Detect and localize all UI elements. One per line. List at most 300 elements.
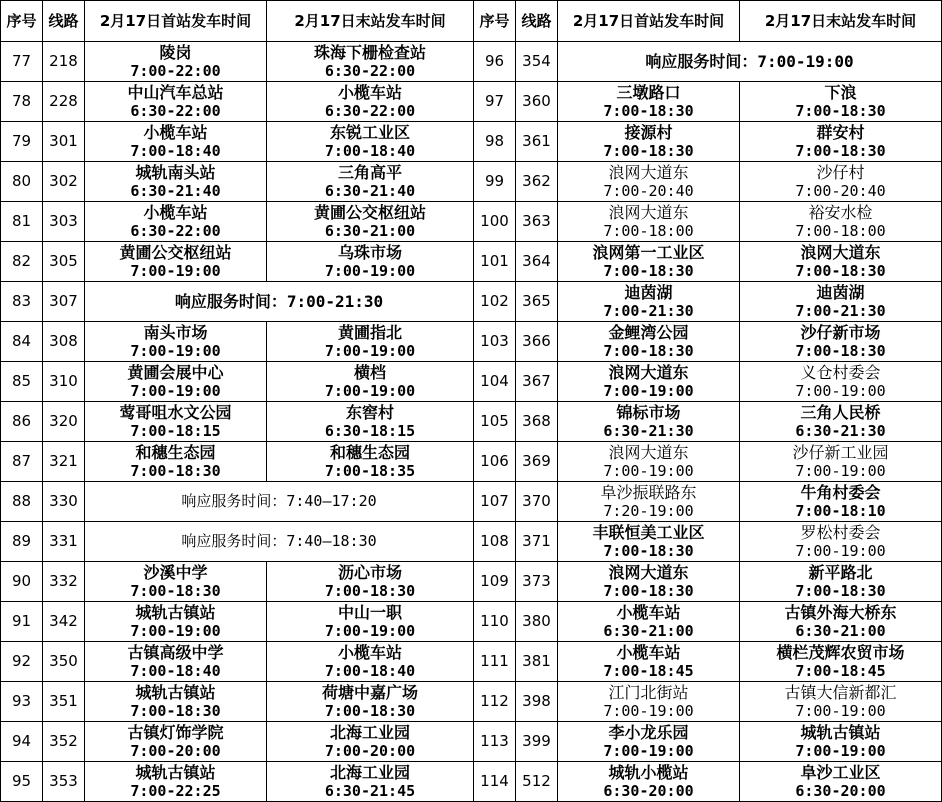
- route-cell: 373: [516, 562, 558, 602]
- seq-cell: 111: [474, 642, 516, 682]
- service-hours: 7:00-19:00: [603, 701, 694, 720]
- stop-name: 浪网大道东: [608, 562, 689, 582]
- first-stop-cell: [85, 442, 267, 482]
- last-stop-cell: [267, 682, 474, 722]
- first-stop-cell: [558, 562, 740, 602]
- route-cell: 301: [43, 122, 85, 162]
- seq-cell: 112: [474, 682, 516, 722]
- route-cell: 354: [516, 42, 558, 82]
- stop-name: 城轨南头站: [135, 162, 216, 182]
- stop-name: 小榄车站: [143, 202, 208, 222]
- stop-name: 锦标市场: [616, 402, 681, 422]
- stop-name: 阜沙工业区: [800, 762, 881, 782]
- first-stop-cell: [85, 682, 267, 722]
- header-first-departure: 2月17日首站发车时间: [558, 1, 740, 42]
- service-hours: 7:00-18:30: [130, 701, 221, 720]
- last-stop-cell: [740, 482, 942, 522]
- stop-name: 裕安水检: [808, 202, 873, 222]
- route-cell: 350: [43, 642, 85, 682]
- seq-cell: 96: [474, 42, 516, 82]
- last-stop-cell: [740, 282, 942, 322]
- route-cell: 351: [43, 682, 85, 722]
- service-hours: 6:30-20:00: [795, 781, 886, 800]
- first-stop-cell: [85, 722, 267, 762]
- service-hours: 7:00-19:00: [324, 621, 416, 640]
- response-time: 7:40—18:30: [286, 532, 377, 550]
- service-hours: 7:00-19:00: [795, 461, 886, 480]
- stop-name: 古镇灯饰学院: [127, 722, 224, 742]
- last-stop-cell: [267, 242, 474, 282]
- seq-cell: 101: [474, 242, 516, 282]
- header-first-departure: 2月17日首站发车时间: [85, 1, 267, 42]
- first-stop-cell: [558, 282, 740, 322]
- stop-name: 北海工业园: [329, 762, 410, 782]
- table-row: [1, 282, 942, 322]
- service-hours: 7:00-19:00: [603, 461, 694, 480]
- last-stop-cell: [740, 242, 942, 282]
- service-hours: 7:00-19:00: [130, 341, 221, 360]
- service-hours: 7:00-18:30: [603, 141, 694, 160]
- response-label: 响应服务时间：: [181, 532, 287, 550]
- seq-cell: 94: [1, 722, 43, 762]
- table-row: [1, 122, 942, 162]
- route-cell: 365: [516, 282, 558, 322]
- service-hours: 7:00-22:25: [130, 781, 221, 800]
- seq-cell: 103: [474, 322, 516, 362]
- route-cell: 302: [43, 162, 85, 202]
- service-hours: 7:00-19:00: [603, 381, 694, 400]
- seq-cell: 98: [474, 122, 516, 162]
- last-stop-cell: [740, 722, 942, 762]
- stop-name: 黄圃公交枢纽站: [119, 242, 232, 262]
- first-stop-cell: [85, 42, 267, 82]
- stop-name: 莺哥咀水文公园: [119, 402, 232, 422]
- stop-name: 迪茵湖: [624, 282, 673, 302]
- service-hours: 6:30-21:30: [603, 421, 694, 440]
- stop-name: 新平路北: [808, 562, 873, 582]
- stop-name: 江门北街站: [608, 682, 689, 702]
- route-cell: 370: [516, 482, 558, 522]
- stop-name: 浪网第一工业区: [592, 242, 705, 262]
- route-cell: 330: [43, 482, 85, 522]
- service-hours: 7:00-18:35: [324, 461, 416, 480]
- first-stop-cell: [558, 242, 740, 282]
- seq-cell: 113: [474, 722, 516, 762]
- table-row: [1, 562, 942, 602]
- table-row: [1, 522, 942, 562]
- service-hours: 6:30-22:00: [324, 61, 416, 80]
- first-stop-cell: [558, 642, 740, 682]
- stop-name: 小榄车站: [616, 642, 681, 662]
- table-row: [1, 602, 942, 642]
- stop-name: 浪网大道东: [800, 242, 881, 262]
- seq-cell: 89: [1, 522, 43, 562]
- seq-cell: 87: [1, 442, 43, 482]
- first-stop-cell: [558, 162, 740, 202]
- seq-cell: 109: [474, 562, 516, 602]
- first-stop-cell: [85, 82, 267, 122]
- stop-name: 小榄车站: [337, 642, 402, 662]
- service-hours: 7:00-19:00: [324, 261, 416, 280]
- header-seq: 序号: [474, 1, 516, 42]
- header-route: 线路: [516, 1, 558, 42]
- table-row: [1, 322, 942, 362]
- last-stop-cell: [740, 122, 942, 162]
- stop-name: 小榄车站: [143, 122, 208, 142]
- first-stop-cell: [85, 362, 267, 402]
- first-stop-cell: [85, 642, 267, 682]
- table-row: [1, 202, 942, 242]
- response-service-cell: [558, 42, 942, 82]
- service-hours: 7:20-19:00: [603, 501, 694, 520]
- stop-name: 浪网大道东: [608, 202, 689, 222]
- seq-cell: 108: [474, 522, 516, 562]
- service-hours: 7:00-18:30: [130, 461, 221, 480]
- service-hours: 7:00-18:30: [795, 341, 886, 360]
- stop-name: 东锐工业区: [329, 122, 410, 142]
- service-hours: 7:00-19:00: [795, 381, 886, 400]
- first-stop-cell: [558, 482, 740, 522]
- service-hours: 7:00-20:00: [324, 741, 416, 760]
- stop-name: 黄圃会展中心: [127, 362, 224, 382]
- stop-name: 小榄车站: [616, 602, 681, 622]
- seq-cell: 102: [474, 282, 516, 322]
- route-cell: 303: [43, 202, 85, 242]
- response-label: 响应服务时间：: [181, 492, 287, 510]
- service-hours: 7:00-18:00: [795, 221, 886, 240]
- stop-name: 黄圃指北: [337, 322, 402, 342]
- route-cell: 369: [516, 442, 558, 482]
- service-hours: 6:30-20:00: [603, 781, 694, 800]
- first-stop-cell: [85, 322, 267, 362]
- stop-name: 迪茵湖: [816, 282, 865, 302]
- header-last-departure: 2月17日末站发车时间: [267, 1, 474, 42]
- last-stop-cell: [740, 162, 942, 202]
- stop-name: 珠海下栅检查站: [313, 42, 426, 62]
- last-stop-cell: [267, 162, 474, 202]
- route-cell: 364: [516, 242, 558, 282]
- table-row: [1, 642, 942, 682]
- stop-name: 中山一职: [337, 602, 402, 622]
- route-cell: 218: [43, 42, 85, 82]
- route-cell: 399: [516, 722, 558, 762]
- stop-name: 古镇高级中学: [127, 642, 224, 662]
- last-stop-cell: [267, 562, 474, 602]
- seq-cell: 106: [474, 442, 516, 482]
- stop-name: 牛角村委会: [800, 482, 881, 502]
- stop-name: 三角高平: [337, 162, 402, 182]
- route-cell: 368: [516, 402, 558, 442]
- service-hours: 6:30-22:00: [324, 101, 416, 120]
- table-row: [1, 402, 942, 442]
- seq-cell: 83: [1, 282, 43, 322]
- response-label: 响应服务时间：: [174, 292, 287, 311]
- stop-name: 浪网大道东: [608, 442, 689, 462]
- table-row: [1, 682, 942, 722]
- first-stop-cell: [85, 202, 267, 242]
- route-cell: 353: [43, 762, 85, 802]
- last-stop-cell: [267, 42, 474, 82]
- route-cell: 371: [516, 522, 558, 562]
- table-row: [1, 362, 942, 402]
- seq-cell: 88: [1, 482, 43, 522]
- last-stop-cell: [740, 82, 942, 122]
- response-time: 7:00-19:00: [757, 52, 854, 71]
- stop-name: 沙仔新市场: [800, 322, 881, 342]
- last-stop-cell: [740, 762, 942, 802]
- service-hours: 7:00-19:00: [795, 701, 886, 720]
- first-stop-cell: [558, 322, 740, 362]
- seq-cell: 82: [1, 242, 43, 282]
- first-stop-cell: [558, 602, 740, 642]
- service-hours: 7:00-18:45: [795, 661, 886, 680]
- first-stop-cell: [558, 202, 740, 242]
- last-stop-cell: [740, 602, 942, 642]
- route-cell: 305: [43, 242, 85, 282]
- route-cell: 310: [43, 362, 85, 402]
- route-cell: 362: [516, 162, 558, 202]
- last-stop-cell: [267, 322, 474, 362]
- route-cell: 308: [43, 322, 85, 362]
- last-stop-cell: [267, 202, 474, 242]
- service-hours: 7:00-18:10: [795, 501, 886, 520]
- stop-name: 北海工业园: [329, 722, 410, 742]
- seq-cell: 86: [1, 402, 43, 442]
- first-stop-cell: [558, 362, 740, 402]
- service-hours: 7:00-18:30: [130, 581, 221, 600]
- first-stop-cell: [558, 682, 740, 722]
- table-row: [1, 482, 942, 522]
- seq-cell: 80: [1, 162, 43, 202]
- header-seq: 序号: [1, 1, 43, 42]
- seq-cell: 78: [1, 82, 43, 122]
- service-hours: 7:00-20:40: [795, 181, 886, 200]
- seq-cell: 99: [474, 162, 516, 202]
- route-cell: 342: [43, 602, 85, 642]
- first-stop-cell: [85, 402, 267, 442]
- service-hours: 7:00-19:00: [603, 741, 694, 760]
- seq-cell: 91: [1, 602, 43, 642]
- service-hours: 7:00-18:30: [603, 541, 694, 560]
- first-stop-cell: [558, 402, 740, 442]
- stop-name: 古镇外海大桥东: [784, 602, 897, 622]
- seq-cell: 104: [474, 362, 516, 402]
- last-stop-cell: [267, 82, 474, 122]
- route-cell: 352: [43, 722, 85, 762]
- service-hours: 7:00-20:00: [130, 741, 221, 760]
- stop-name: 浪网大道东: [608, 362, 689, 382]
- stop-name: 和穗生态园: [329, 442, 410, 462]
- seq-cell: 107: [474, 482, 516, 522]
- stop-name: 城轨古镇站: [800, 722, 881, 742]
- service-hours: 7:00-18:40: [324, 661, 416, 680]
- stop-name: 陵岗: [159, 42, 192, 62]
- service-hours: 7:00-18:30: [603, 341, 694, 360]
- seq-cell: 100: [474, 202, 516, 242]
- route-cell: 307: [43, 282, 85, 322]
- table-row: [1, 762, 942, 802]
- stop-name: 中山汽车总站: [127, 82, 224, 102]
- route-cell: 332: [43, 562, 85, 602]
- first-stop-cell: [558, 762, 740, 802]
- first-stop-cell: [558, 522, 740, 562]
- table-row: [1, 162, 942, 202]
- last-stop-cell: [267, 362, 474, 402]
- stop-name: 东窖村: [345, 402, 394, 422]
- service-hours: 6:30-18:15: [324, 421, 416, 440]
- last-stop-cell: [740, 682, 942, 722]
- service-hours: 6:30-21:00: [795, 621, 886, 640]
- table-row: [1, 42, 942, 82]
- stop-name: 罗松村委会: [800, 522, 881, 542]
- stop-name: 小榄车站: [337, 82, 402, 102]
- last-stop-cell: [267, 722, 474, 762]
- stop-name: 横档: [353, 362, 386, 382]
- stop-name: 沙仔新工业园: [792, 442, 889, 462]
- service-hours: 7:00-20:40: [603, 181, 694, 200]
- table-row: [1, 242, 942, 282]
- first-stop-cell: [85, 602, 267, 642]
- seq-cell: 93: [1, 682, 43, 722]
- response-time: 7:40—17:20: [286, 492, 377, 510]
- seq-cell: 110: [474, 602, 516, 642]
- service-hours: 7:00-18:30: [795, 581, 886, 600]
- service-hours: 7:00-21:30: [603, 301, 694, 320]
- stop-name: 和穗生态园: [135, 442, 216, 462]
- last-stop-cell: [267, 442, 474, 482]
- stop-name: 沥心市场: [337, 562, 402, 582]
- stop-name: 三角人民桥: [800, 402, 881, 422]
- last-stop-cell: [740, 562, 942, 602]
- service-hours: 6:30-21:45: [324, 781, 416, 800]
- service-hours: 7:00-18:00: [603, 221, 694, 240]
- route-cell: 381: [516, 642, 558, 682]
- service-hours: 6:30-21:00: [324, 221, 416, 240]
- first-stop-cell: [85, 762, 267, 802]
- service-hours: 7:00-18:30: [324, 581, 416, 600]
- seq-cell: 81: [1, 202, 43, 242]
- stop-name: 荷塘中嘉广场: [321, 682, 418, 702]
- stop-name: 城轨古镇站: [135, 762, 216, 782]
- header-last-departure: 2月17日末站发车时间: [740, 1, 942, 42]
- service-hours: 6:30-21:40: [324, 181, 416, 200]
- service-hours: 7:00-19:00: [130, 381, 221, 400]
- service-hours: 7:00-18:30: [795, 261, 886, 280]
- response-service-cell: [85, 482, 474, 522]
- schedule-body: [1, 42, 942, 802]
- seq-cell: 97: [474, 82, 516, 122]
- first-stop-cell: [558, 82, 740, 122]
- service-hours: 6:30-21:30: [795, 421, 886, 440]
- last-stop-cell: [740, 642, 942, 682]
- service-hours: 7:00-19:00: [795, 541, 886, 560]
- seq-cell: 77: [1, 42, 43, 82]
- stop-name: 乌珠市场: [337, 242, 402, 262]
- service-hours: 6:30-21:40: [130, 181, 221, 200]
- seq-cell: 84: [1, 322, 43, 362]
- seq-cell: 114: [474, 762, 516, 802]
- service-hours: 7:00-19:00: [130, 261, 221, 280]
- route-cell: 363: [516, 202, 558, 242]
- service-hours: 6:30-22:00: [130, 221, 221, 240]
- response-time: 7:00-21:30: [286, 292, 384, 311]
- last-stop-cell: [267, 402, 474, 442]
- stop-name: 浪网大道东: [608, 162, 689, 182]
- route-cell: 398: [516, 682, 558, 722]
- header-row: [1, 1, 942, 42]
- service-hours: 7:00-18:30: [603, 101, 694, 120]
- first-stop-cell: [85, 562, 267, 602]
- first-stop-cell: [558, 722, 740, 762]
- service-hours: 7:00-18:30: [603, 581, 694, 600]
- stop-name: 城轨古镇站: [135, 682, 216, 702]
- service-hours: 7:00-18:30: [603, 261, 694, 280]
- service-hours: 7:00-22:00: [130, 61, 221, 80]
- service-hours: 7:00-18:30: [324, 701, 416, 720]
- stop-name: 丰联恒美工业区: [592, 522, 705, 542]
- response-label: 响应服务时间：: [645, 52, 758, 71]
- service-hours: 7:00-18:40: [130, 661, 221, 680]
- last-stop-cell: [267, 762, 474, 802]
- route-cell: 320: [43, 402, 85, 442]
- seq-cell: 92: [1, 642, 43, 682]
- stop-name: 沙仔村: [816, 162, 865, 182]
- service-hours: 7:00-18:40: [324, 141, 416, 160]
- route-cell: 360: [516, 82, 558, 122]
- response-service-cell: [85, 282, 474, 322]
- route-cell: 512: [516, 762, 558, 802]
- stop-name: 古镇大信新都汇: [784, 682, 897, 702]
- last-stop-cell: [740, 442, 942, 482]
- route-cell: 366: [516, 322, 558, 362]
- last-stop-cell: [740, 202, 942, 242]
- last-stop-cell: [740, 402, 942, 442]
- first-stop-cell: [558, 122, 740, 162]
- stop-name: 横栏茂辉农贸市场: [776, 642, 905, 662]
- stop-name: 接源村: [624, 122, 673, 142]
- last-stop-cell: [740, 322, 942, 362]
- stop-name: 城轨小榄站: [608, 762, 689, 782]
- route-cell: 367: [516, 362, 558, 402]
- service-hours: 7:00-21:30: [795, 301, 886, 320]
- last-stop-cell: [267, 642, 474, 682]
- route-cell: 361: [516, 122, 558, 162]
- route-cell: 321: [43, 442, 85, 482]
- seq-cell: 105: [474, 402, 516, 442]
- last-stop-cell: [267, 122, 474, 162]
- stop-name: 沙溪中学: [143, 562, 208, 582]
- first-stop-cell: [85, 122, 267, 162]
- service-hours: 7:00-19:00: [324, 381, 416, 400]
- last-stop-cell: [740, 362, 942, 402]
- stop-name: 李小龙乐园: [608, 722, 689, 742]
- service-hours: 7:00-18:15: [130, 421, 221, 440]
- header-route: 线路: [43, 1, 85, 42]
- service-hours: 6:30-22:00: [130, 101, 221, 120]
- seq-cell: 85: [1, 362, 43, 402]
- seq-cell: 79: [1, 122, 43, 162]
- stop-name: 下浪: [824, 82, 857, 102]
- stop-name: 南头市场: [143, 322, 208, 342]
- stop-name: 义仓村委会: [800, 362, 881, 382]
- service-hours: 7:00-18:45: [603, 661, 694, 680]
- last-stop-cell: [267, 602, 474, 642]
- table-row: [1, 722, 942, 762]
- seq-cell: 95: [1, 762, 43, 802]
- stop-name: 群安村: [816, 122, 865, 142]
- stop-name: 城轨古镇站: [135, 602, 216, 622]
- first-stop-cell: [85, 242, 267, 282]
